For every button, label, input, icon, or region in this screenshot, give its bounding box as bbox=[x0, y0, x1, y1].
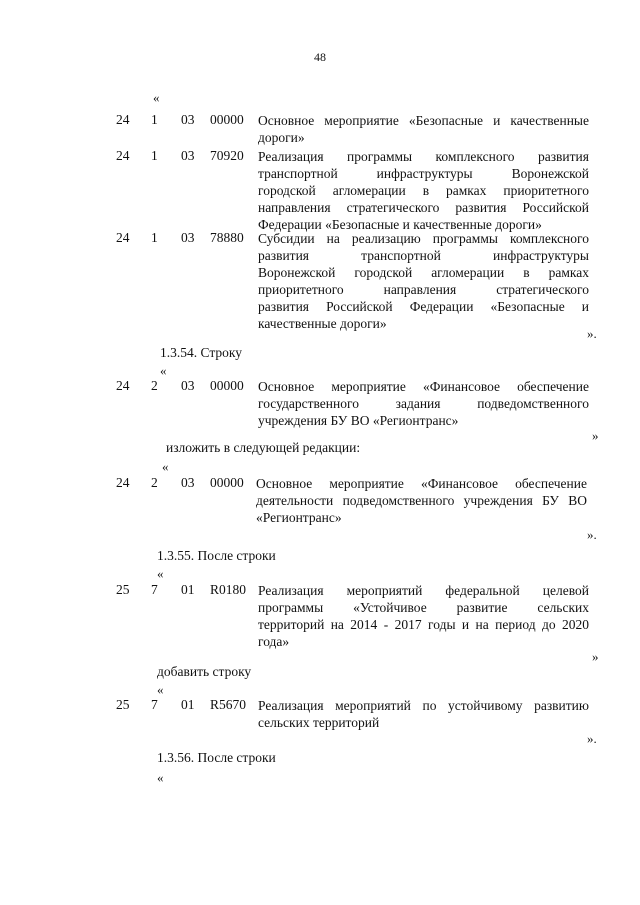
description-line: развития транспортной инфраструктуры bbox=[258, 248, 589, 263]
row-description bbox=[258, 230, 589, 332]
description-line: территорий на 2014 - 2017 годы и на период до 2020 bbox=[258, 617, 589, 632]
description-line: дороги» bbox=[258, 130, 305, 145]
close-quote: » bbox=[592, 649, 599, 664]
code-section: 24 bbox=[116, 475, 130, 490]
open-quote: « bbox=[162, 459, 169, 474]
code-subprogram: 01 bbox=[181, 582, 195, 597]
row-description bbox=[258, 148, 589, 233]
description-line: «Регионтранс» bbox=[256, 510, 342, 525]
code-activity: 00000 bbox=[210, 112, 244, 127]
description-line: сельских территорий bbox=[258, 715, 380, 730]
open-quote: « bbox=[157, 682, 164, 697]
description-line: транспортной инфраструктуры Воронежской bbox=[258, 166, 589, 181]
description-line: приоритетного направления стратегического bbox=[258, 282, 589, 297]
description-line: Воронежской городской агломерации в рамках bbox=[258, 265, 589, 280]
code-activity: R0180 bbox=[210, 582, 247, 597]
code-subprogram: 03 bbox=[181, 148, 195, 163]
description-line: программы «Устойчивое развитие сельских bbox=[258, 600, 589, 615]
close-quote: » bbox=[592, 428, 599, 443]
description-line: Субсидии на реализацию программы комплексного bbox=[258, 231, 589, 246]
code-subprogram: 03 bbox=[181, 230, 195, 245]
description-line: Реализация мероприятий по устойчивому развитию bbox=[258, 698, 589, 713]
code-subprogram: 03 bbox=[181, 378, 195, 393]
description-line: развития Российской Федерации «Безопасные и bbox=[258, 299, 589, 314]
description-line: Реализация мероприятий федеральной целевой bbox=[258, 583, 589, 598]
code-program: 1 bbox=[151, 148, 158, 163]
row-description bbox=[258, 378, 589, 429]
close-quote: ». bbox=[587, 731, 597, 746]
description-line: года» bbox=[258, 634, 290, 649]
code-subprogram: 03 bbox=[181, 475, 195, 490]
code-activity: 00000 bbox=[210, 475, 244, 490]
description-line: городской агломерации в рамках приоритетного bbox=[258, 183, 589, 198]
description-line: качественные дороги» bbox=[258, 316, 387, 331]
code-activity: R5670 bbox=[210, 697, 247, 712]
section-heading: 1.3.55. После строки bbox=[157, 548, 276, 563]
open-quote: « bbox=[157, 566, 164, 581]
description-line: Основное мероприятие «Финансовое обеспечение bbox=[256, 476, 587, 491]
instruction-text: изложить в следующей редакции: bbox=[166, 440, 361, 455]
row-description bbox=[258, 582, 589, 650]
code-activity: 00000 bbox=[210, 378, 244, 393]
page-number: 48 bbox=[314, 50, 326, 64]
code-program: 7 bbox=[151, 582, 158, 597]
description-line: учреждения БУ ВО «Регионтранс» bbox=[258, 413, 459, 428]
code-subprogram: 03 bbox=[181, 112, 195, 127]
row-description bbox=[258, 112, 589, 146]
description-line: направления стратегического развития Российской bbox=[258, 200, 589, 215]
code-program: 1 bbox=[151, 112, 158, 127]
description-line: Основное мероприятие «Безопасные и качественные bbox=[258, 113, 589, 128]
row-description bbox=[258, 697, 589, 731]
description-line: Федерации «Безопасные и качественные дороги» bbox=[258, 217, 542, 232]
code-program: 2 bbox=[151, 378, 158, 393]
section-heading: 1.3.54. Строку bbox=[160, 345, 243, 360]
code-section: 24 bbox=[116, 230, 130, 245]
description-line: Реализация программы комплексного развития bbox=[258, 149, 589, 164]
description-line: Основное мероприятие «Финансовое обеспечение bbox=[258, 379, 589, 394]
open-quote: « bbox=[153, 90, 160, 105]
open-quote: « bbox=[160, 363, 167, 378]
code-activity: 78880 bbox=[210, 230, 244, 245]
open-quote: « bbox=[157, 770, 164, 785]
code-section: 25 bbox=[116, 582, 130, 597]
description-line: деятельности подведомственного учреждения БУ ВО bbox=[256, 493, 587, 508]
code-section: 24 bbox=[116, 148, 130, 163]
code-program: 7 bbox=[151, 697, 158, 712]
code-program: 2 bbox=[151, 475, 158, 490]
description-line: государственного задания подведомственного bbox=[258, 396, 589, 411]
code-subprogram: 01 bbox=[181, 697, 195, 712]
code-section: 24 bbox=[116, 112, 130, 127]
code-section: 25 bbox=[116, 697, 130, 712]
code-activity: 70920 bbox=[210, 148, 244, 163]
close-quote: ». bbox=[587, 326, 597, 341]
instruction-text: добавить строку bbox=[157, 664, 252, 679]
code-program: 1 bbox=[151, 230, 158, 245]
code-section: 24 bbox=[116, 378, 130, 393]
section-heading: 1.3.56. После строки bbox=[157, 750, 276, 765]
close-quote: ». bbox=[587, 527, 597, 542]
row-description bbox=[256, 475, 587, 526]
